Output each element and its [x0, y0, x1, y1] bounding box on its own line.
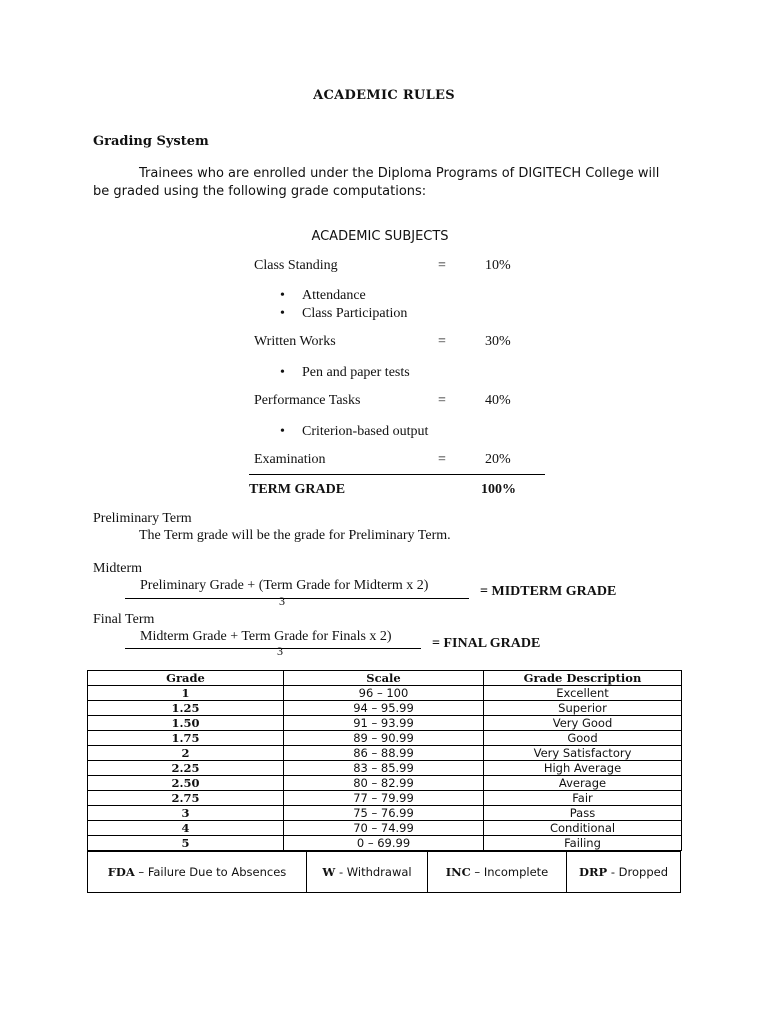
final-result: = FINAL GRADE	[432, 636, 541, 651]
bullet-item: • Pen and paper tests	[280, 365, 410, 380]
component-eq: =	[438, 258, 446, 273]
midterm-denominator: 3	[279, 594, 285, 608]
column-header: Scale	[284, 671, 484, 686]
grade-cell: 1.50	[88, 716, 284, 731]
grade-cell: 4	[88, 821, 284, 836]
grade-cell: 2.25	[88, 761, 284, 776]
table-row	[88, 776, 682, 791]
legend-item: INC – Incomplete	[428, 852, 567, 893]
table-row	[88, 761, 682, 776]
scale-cell: 94 – 95.99	[284, 701, 484, 716]
table-row	[88, 686, 682, 701]
bullet-icon: •	[280, 306, 285, 321]
component-pct: 20%	[485, 452, 511, 467]
prelim-heading: Preliminary Term	[93, 511, 192, 526]
fraction-bar	[125, 598, 469, 599]
grade-cell: 2.50	[88, 776, 284, 791]
sum-rule	[249, 474, 545, 475]
description-cell: Very Satisfactory	[484, 746, 682, 761]
subjects-heading: ACADEMIC SUBJECTS	[311, 229, 449, 244]
scale-cell: 77 – 79.99	[284, 791, 484, 806]
table-header-row	[88, 671, 682, 686]
scale-cell: 0 – 69.99	[284, 836, 484, 851]
bullet-item: • Attendance	[280, 288, 366, 303]
table-row	[88, 836, 682, 851]
intro-text: Trainees who are enrolled under the Diploma Programs of DIGITECH College will be graded using the following grade computations:	[93, 166, 660, 199]
final-numerator: Midterm Grade + Term Grade for Finals x 2)	[140, 629, 392, 644]
legend-item: DRP - Dropped	[567, 852, 681, 893]
legend-item: W - Withdrawal	[307, 852, 428, 893]
bullet-item: • Class Participation	[280, 306, 408, 321]
intro-paragraph	[93, 165, 678, 201]
component-eq: =	[438, 393, 446, 408]
description-cell: Conditional	[484, 821, 682, 836]
table-row	[88, 701, 682, 716]
grade-cell: 1.75	[88, 731, 284, 746]
grade-table	[87, 670, 682, 851]
grade-cell: 2	[88, 746, 284, 761]
bullet-icon: •	[280, 365, 285, 380]
table-row	[88, 716, 682, 731]
table-row	[88, 746, 682, 761]
component-label: Examination	[254, 452, 326, 467]
midterm-heading: Midterm	[93, 561, 142, 576]
fraction-bar	[125, 648, 421, 649]
component-eq: =	[438, 452, 446, 467]
section-heading: Grading System	[93, 134, 209, 149]
midterm-result: = MIDTERM GRADE	[480, 584, 617, 599]
component-pct: 30%	[485, 334, 511, 349]
scale-cell: 89 – 90.99	[284, 731, 484, 746]
grade-cell: 1.25	[88, 701, 284, 716]
scale-cell: 70 – 74.99	[284, 821, 484, 836]
description-cell: High Average	[484, 761, 682, 776]
component-label: Class Standing	[254, 258, 338, 273]
scale-cell: 75 – 76.99	[284, 806, 484, 821]
final-denominator: 3	[277, 644, 283, 658]
description-cell: Very Good	[484, 716, 682, 731]
description-cell: Failing	[484, 836, 682, 851]
final-heading: Final Term	[93, 612, 155, 627]
legend-table	[87, 851, 681, 893]
midterm-numerator: Preliminary Grade + (Term Grade for Midterm x 2)	[140, 578, 429, 593]
term-grade-total: 100%	[481, 482, 516, 497]
table-row	[88, 731, 682, 746]
grade-cell: 5	[88, 836, 284, 851]
bullet-item: • Criterion-based output	[280, 424, 429, 439]
grade-cell: 2.75	[88, 791, 284, 806]
scale-cell: 83 – 85.99	[284, 761, 484, 776]
description-cell: Superior	[484, 701, 682, 716]
scale-cell: 86 – 88.99	[284, 746, 484, 761]
component-pct: 10%	[485, 258, 511, 273]
scale-cell: 96 – 100	[284, 686, 484, 701]
description-cell: Fair	[484, 791, 682, 806]
page-title: ACADEMIC RULES	[313, 88, 455, 103]
term-grade-label: TERM GRADE	[249, 482, 346, 497]
grade-cell: 3	[88, 806, 284, 821]
component-eq: =	[438, 334, 446, 349]
component-label: Performance Tasks	[254, 393, 361, 408]
column-header: Grade Description	[484, 671, 682, 686]
description-cell: Average	[484, 776, 682, 791]
description-cell: Excellent	[484, 686, 682, 701]
component-pct: 40%	[485, 393, 511, 408]
table-row	[88, 791, 682, 806]
description-cell: Good	[484, 731, 682, 746]
grade-cell: 1	[88, 686, 284, 701]
column-header: Grade	[88, 671, 284, 686]
scale-cell: 80 – 82.99	[284, 776, 484, 791]
component-label: Written Works	[254, 334, 336, 349]
bullet-icon: •	[280, 288, 285, 303]
prelim-text: The Term grade will be the grade for Preliminary Term.	[139, 528, 451, 543]
scale-cell: 91 – 93.99	[284, 716, 484, 731]
table-row	[88, 821, 682, 836]
legend-item: FDA – Failure Due to Absences	[88, 852, 307, 893]
bullet-icon: •	[280, 424, 285, 439]
description-cell: Pass	[484, 806, 682, 821]
table-row	[88, 806, 682, 821]
